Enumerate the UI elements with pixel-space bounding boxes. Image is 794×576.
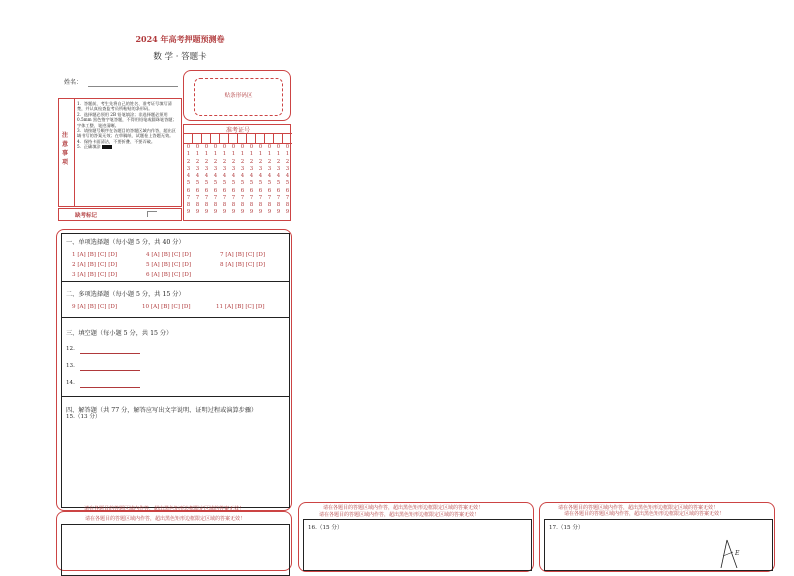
exam-no-digit[interactable]: 3 xyxy=(267,165,272,172)
exam-no-digit-column xyxy=(221,144,228,217)
exam-no-digit[interactable]: 9 xyxy=(276,209,281,216)
exam-no-digit[interactable]: 2 xyxy=(186,158,191,165)
exam-no-digit[interactable]: 7 xyxy=(213,194,218,201)
exam-no-digit[interactable]: 4 xyxy=(285,173,290,179)
exam-no-digit-column xyxy=(194,144,201,217)
note-item-1: 1．答题前，考生先将自己的姓名、准考证号填写清楚，并认真检查监考员所粘贴的条形码。 xyxy=(77,101,172,112)
exam-no-digit[interactable]: 7 xyxy=(240,194,245,201)
exam-no-digit[interactable]: 7 xyxy=(258,194,263,201)
exam-no-digit[interactable]: 8 xyxy=(240,202,245,208)
notes-label-cell xyxy=(59,99,75,206)
exam-no-digit[interactable]: 6 xyxy=(267,187,272,194)
exam-no-digit[interactable]: 9 xyxy=(258,209,263,216)
exam-no-digit[interactable]: 3 xyxy=(213,165,218,172)
exam-no-digit[interactable]: 1 xyxy=(249,151,254,158)
exam-no-digit[interactable]: 1 xyxy=(240,151,245,158)
notes-text xyxy=(77,101,179,150)
exam-no-digit[interactable]: 4 xyxy=(222,173,227,179)
exam-no-digit[interactable]: 8 xyxy=(213,202,218,208)
exam-no-label: 准考证号 xyxy=(225,127,250,134)
exam-no-digit[interactable]: 5 xyxy=(258,180,263,187)
exam-no-digit[interactable]: 0 xyxy=(267,144,272,150)
exam-no-digit-column xyxy=(239,144,246,217)
exam-no-digit[interactable]: 0 xyxy=(240,144,245,150)
exam-no-digit[interactable]: 1 xyxy=(231,151,236,158)
exam-no-digit[interactable]: 6 xyxy=(186,187,191,194)
exam-no-digit-column xyxy=(185,144,192,217)
exam-no-digit[interactable]: 5 xyxy=(285,180,290,187)
exam-no-digit[interactable]: 9 xyxy=(285,209,290,216)
exam-no-digit[interactable]: 0 xyxy=(213,144,218,150)
q12-label: 12. xyxy=(66,346,75,352)
exam-no-digit-column xyxy=(203,144,210,217)
exam-no-digit[interactable]: 4 xyxy=(240,173,245,179)
exam-no-digit[interactable]: 3 xyxy=(231,165,236,172)
exam-no-digit[interactable]: 7 xyxy=(195,194,200,201)
exam-no-digit[interactable]: 9 xyxy=(231,209,236,216)
section2-title: 二、多项选择题（每小题 5 分，共 15 分） xyxy=(66,291,185,298)
absent-box xyxy=(58,208,182,221)
exam-no-digit[interactable]: 7 xyxy=(186,194,191,201)
exam-no-entry-box[interactable] xyxy=(211,133,220,143)
exam-no-digit[interactable]: 1 xyxy=(222,151,227,158)
exam-no-digit[interactable]: 4 xyxy=(249,173,254,179)
exam-no-digit[interactable]: 6 xyxy=(249,187,254,194)
exam-no-digit[interactable]: 5 xyxy=(276,180,281,187)
figure-line-1 xyxy=(721,540,727,568)
exam-no-digit[interactable]: 3 xyxy=(249,165,254,172)
note-item-5 xyxy=(77,144,179,149)
note-item-5-text: 5．正确填涂 xyxy=(77,144,101,150)
exam-no-digit[interactable]: 5 xyxy=(222,180,227,187)
exam-no-digit[interactable]: 9 xyxy=(195,209,200,216)
exam-no-digit[interactable]: 3 xyxy=(285,165,290,172)
exam-no-digit[interactable]: 4 xyxy=(258,173,263,179)
subject-title: 数 学 · 答题卡 xyxy=(153,52,207,62)
exam-no-digit-column xyxy=(275,144,282,217)
note-item-4: 4．保持卡面清洁，不要折叠、不要弄破。 xyxy=(77,138,156,144)
q14-label: 14. xyxy=(66,380,75,386)
exam-no-digit[interactable]: 8 xyxy=(249,202,254,208)
warning-text-1: 请在各题目的答题区域内作答，超出黑色矩形边框限定区域的答案无效！ xyxy=(84,506,245,512)
exam-no-digit[interactable]: 0 xyxy=(222,144,227,150)
q13-label: 13. xyxy=(66,363,75,369)
exam-no-digit[interactable]: 2 xyxy=(240,158,245,165)
exam-no-digit[interactable]: 7 xyxy=(222,194,227,201)
exam-no-digit[interactable]: 0 xyxy=(285,144,290,150)
barcode-area[interactable] xyxy=(194,78,283,116)
exam-no-digit[interactable]: 4 xyxy=(204,173,209,179)
section1-box xyxy=(61,233,290,282)
exam-no-digit[interactable]: 8 xyxy=(276,202,281,208)
exam-no-digit[interactable]: 6 xyxy=(285,187,290,194)
q10-options[interactable]: 10 [A] [B] [C] [D] xyxy=(142,304,191,310)
warning-text-3: 请在各题目的答题区域内作答，超出黑色矩形边框限定区域的答案无效！ xyxy=(323,505,484,511)
exam-no-digit[interactable]: 1 xyxy=(276,151,281,158)
exam-no-digit[interactable]: 2 xyxy=(285,158,290,165)
exam-no-digit[interactable]: 6 xyxy=(222,187,227,194)
exam-no-digit[interactable]: 8 xyxy=(231,202,236,208)
exam-no-digit[interactable]: 2 xyxy=(258,158,263,165)
exam-no-digit[interactable]: 3 xyxy=(186,165,191,172)
warning-text-6: 请在各题目的答题区域内作答，超出黑色矩形边框限定区域的答案无效！ xyxy=(564,511,725,517)
exam-no-digit[interactable]: 1 xyxy=(186,151,191,158)
exam-no-digit[interactable]: 6 xyxy=(195,187,200,194)
q4-options[interactable]: 4 [A] [B] [C] [D] xyxy=(146,252,192,258)
exam-no-entry-box[interactable] xyxy=(229,133,238,143)
exam-no-digit[interactable]: 0 xyxy=(231,144,236,150)
name-field[interactable] xyxy=(88,86,178,87)
exam-no-digit[interactable]: 7 xyxy=(267,194,272,201)
section3-box xyxy=(61,317,290,397)
exam-no-digit[interactable]: 7 xyxy=(231,194,236,201)
exam-no-digit[interactable]: 1 xyxy=(285,151,290,158)
exam-no-digit[interactable]: 5 xyxy=(195,180,200,187)
exam-no-digit[interactable]: 1 xyxy=(195,151,200,158)
notes-box xyxy=(58,98,182,207)
exam-no-digit[interactable]: 6 xyxy=(231,187,236,194)
exam-no-digit[interactable]: 8 xyxy=(258,202,263,208)
filled-sample xyxy=(102,145,112,149)
exam-no-digit[interactable]: 7 xyxy=(204,194,209,201)
exam-no-digit[interactable]: 4 xyxy=(195,173,200,179)
q16-label: 16.（15 分） xyxy=(308,525,343,531)
q12-answer-line[interactable] xyxy=(80,353,140,354)
answer-frame-q15-cont xyxy=(56,511,292,571)
exam-no-grid xyxy=(183,124,291,221)
exam-no-digit[interactable]: 6 xyxy=(213,187,218,194)
exam-no-digit[interactable]: 3 xyxy=(204,165,209,172)
note-item-3: 3．请按题号顺序在各题目的答题区域内作答，超出区域书写的答案无效；在草稿纸、试题卷上答题无效。 xyxy=(77,128,176,139)
exam-no-digit[interactable]: 4 xyxy=(231,173,236,179)
q2-options[interactable]: 2 [A] [B] [C] [D] xyxy=(72,262,118,268)
exam-no-digit[interactable]: 2 xyxy=(213,158,218,165)
exam-no-digit[interactable]: 9 xyxy=(249,209,254,216)
exam-no-digit[interactable]: 8 xyxy=(204,202,209,208)
exam-no-entry-box[interactable] xyxy=(247,133,256,143)
exam-no-digit[interactable]: 0 xyxy=(204,144,209,150)
q17-label: 17.（15 分） xyxy=(549,525,584,531)
exam-no-digit[interactable]: 0 xyxy=(276,144,281,150)
q14-answer-line[interactable] xyxy=(80,387,140,388)
note-item-2: 2．选择题必须用 2B 铅笔填涂；非选择题必须用 0.5mm 黑色签字笔答题，不得用铅笔或圆珠笔答题；字体工整、笔迹清晰。 xyxy=(77,111,177,128)
exam-no-entry-box[interactable] xyxy=(256,133,265,143)
barcode-area-outer xyxy=(183,70,291,121)
exam-no-digit[interactable]: 5 xyxy=(267,180,272,187)
exam-no-digit[interactable]: 9 xyxy=(240,209,245,216)
exam-no-digit[interactable]: 3 xyxy=(276,165,281,172)
exam-no-digit[interactable]: 1 xyxy=(213,151,218,158)
exam-no-entry-box[interactable] xyxy=(202,133,211,143)
exam-no-digit-column xyxy=(248,144,255,217)
exam-no-entry-box[interactable] xyxy=(283,133,292,143)
exam-no-entry-box[interactable] xyxy=(274,133,283,143)
exam-no-digit[interactable]: 8 xyxy=(186,202,191,208)
exam-no-digit[interactable]: 3 xyxy=(240,165,245,172)
exam-no-digit[interactable]: 0 xyxy=(186,144,191,150)
q3-options[interactable]: 3 [A] [B] [C] [D] xyxy=(72,272,118,278)
exam-no-digit[interactable]: 9 xyxy=(267,209,272,216)
exam-no-entry-box[interactable] xyxy=(184,133,193,143)
exam-no-digit[interactable]: 0 xyxy=(195,144,200,150)
q8-options[interactable]: 8 [A] [B] [C] [D] xyxy=(220,262,266,268)
q15-continued-area[interactable] xyxy=(61,524,290,576)
exam-title: 2024 年高考押题预测卷 xyxy=(135,34,225,44)
exam-no-digit[interactable]: 3 xyxy=(195,165,200,172)
exam-no-digit[interactable]: 3 xyxy=(222,165,227,172)
exam-no-digit[interactable]: 2 xyxy=(231,158,236,165)
exam-no-digit[interactable]: 5 xyxy=(213,180,218,187)
section2-box xyxy=(61,281,290,318)
exam-no-digit[interactable]: 2 xyxy=(204,158,209,165)
exam-no-digit[interactable]: 7 xyxy=(285,194,290,201)
exam-no-divider xyxy=(184,143,292,144)
exam-no-digit[interactable]: 8 xyxy=(267,202,272,208)
exam-no-digit[interactable]: 2 xyxy=(195,158,200,165)
barcode-label: 贴条形码区 xyxy=(224,93,253,99)
exam-no-digit[interactable]: 1 xyxy=(204,151,209,158)
exam-no-digit[interactable]: 4 xyxy=(186,173,191,179)
warning-text-2: 请在各题目的答题区域内作答，超出黑色矩形边框限定区域的答案无效！ xyxy=(85,516,246,522)
exam-no-digit-column xyxy=(230,144,237,217)
exam-no-entry-box[interactable] xyxy=(220,133,229,143)
exam-no-digit[interactable]: 9 xyxy=(186,209,191,216)
q13-answer-line[interactable] xyxy=(80,370,140,371)
exam-no-digit[interactable]: 5 xyxy=(240,180,245,187)
exam-no-digit[interactable]: 5 xyxy=(231,180,236,187)
answer-frame-main xyxy=(56,229,292,511)
section4-title: 四、解答题（共 77 分，解答应写出文字说明、证明过程或演算步骤） xyxy=(66,407,258,414)
exam-no-digit-column xyxy=(284,144,291,217)
exam-no-digit[interactable]: 8 xyxy=(195,202,200,208)
q1-options[interactable]: 1 [A] [B] [C] [D] xyxy=(72,252,118,258)
exam-no-digit[interactable]: 9 xyxy=(204,209,209,216)
exam-no-digit[interactable]: 6 xyxy=(240,187,245,194)
exam-no-entry-box[interactable] xyxy=(238,133,247,143)
q7-options[interactable]: 7 [A] [B] [C] [D] xyxy=(220,252,266,258)
exam-no-digit[interactable]: 5 xyxy=(186,180,191,187)
exam-no-digit[interactable]: 2 xyxy=(276,158,281,165)
q11-options[interactable]: 11 [A] [B] [C] [D] xyxy=(216,304,265,310)
exam-no-digit[interactable]: 7 xyxy=(276,194,281,201)
warning-text-5: 请在各题目的答题区域内作答，超出黑色矩形边框限定区域的答案无效！ xyxy=(558,505,719,511)
exam-no-entry-box[interactable] xyxy=(193,133,202,143)
exam-no-entry-box[interactable] xyxy=(265,133,274,143)
exam-no-digit-column xyxy=(266,144,273,217)
section3-title: 三、填空题（每小题 5 分，共 15 分） xyxy=(66,330,173,337)
q16-area[interactable] xyxy=(303,519,532,571)
exam-no-digit[interactable]: 3 xyxy=(258,165,263,172)
q15-label: 15.（13 分） xyxy=(66,414,101,420)
section1-title: 一、单项选择题（每小题 5 分，共 40 分） xyxy=(66,239,185,246)
exam-no-digit[interactable]: 2 xyxy=(249,158,254,165)
exam-no-digit[interactable]: 6 xyxy=(276,187,281,194)
exam-no-digit[interactable]: 2 xyxy=(267,158,272,165)
exam-no-digit[interactable]: 4 xyxy=(276,173,281,179)
exam-no-digit[interactable]: 8 xyxy=(285,202,290,208)
absent-checkbox[interactable] xyxy=(147,211,157,217)
exam-no-digit[interactable]: 7 xyxy=(249,194,254,201)
exam-no-digit[interactable]: 0 xyxy=(258,144,263,150)
exam-no-digit-column xyxy=(212,144,219,217)
exam-no-digit[interactable]: 1 xyxy=(267,151,272,158)
exam-no-digit[interactable]: 4 xyxy=(213,173,218,179)
figure-label-e: E xyxy=(735,550,740,557)
q5-options[interactable]: 5 [A] [B] [C] [D] xyxy=(146,262,192,268)
exam-no-digit[interactable]: 2 xyxy=(222,158,227,165)
exam-no-digit[interactable]: 9 xyxy=(213,209,218,216)
absent-label: 缺考标记 xyxy=(75,213,98,219)
exam-no-digit[interactable]: 4 xyxy=(267,173,272,179)
exam-no-digit-column xyxy=(257,144,264,217)
exam-no-digit[interactable]: 0 xyxy=(249,144,254,150)
q9-options[interactable]: 9 [A] [B] [C] [D] xyxy=(72,304,118,310)
section4-box[interactable] xyxy=(61,396,290,508)
warning-text-4: 请在各题目的答题区域内作答，超出黑色矩形边框限定区域的答案无效！ xyxy=(319,512,480,518)
q17-area[interactable] xyxy=(544,519,773,571)
geometry-figure xyxy=(715,538,755,568)
exam-no-digit[interactable]: 6 xyxy=(258,187,263,194)
name-label: 姓名： xyxy=(64,79,83,86)
q6-options[interactable]: 6 [A] [B] [C] [D] xyxy=(146,272,192,278)
notes-vertical-label: 注意事项 xyxy=(62,132,69,166)
exam-no-digit[interactable]: 5 xyxy=(249,180,254,187)
exam-no-digit[interactable]: 5 xyxy=(204,180,209,187)
exam-no-digit[interactable]: 1 xyxy=(258,151,263,158)
exam-no-digit[interactable]: 8 xyxy=(222,202,227,208)
exam-no-digit[interactable]: 9 xyxy=(222,209,227,216)
exam-no-digit[interactable]: 6 xyxy=(204,187,209,194)
